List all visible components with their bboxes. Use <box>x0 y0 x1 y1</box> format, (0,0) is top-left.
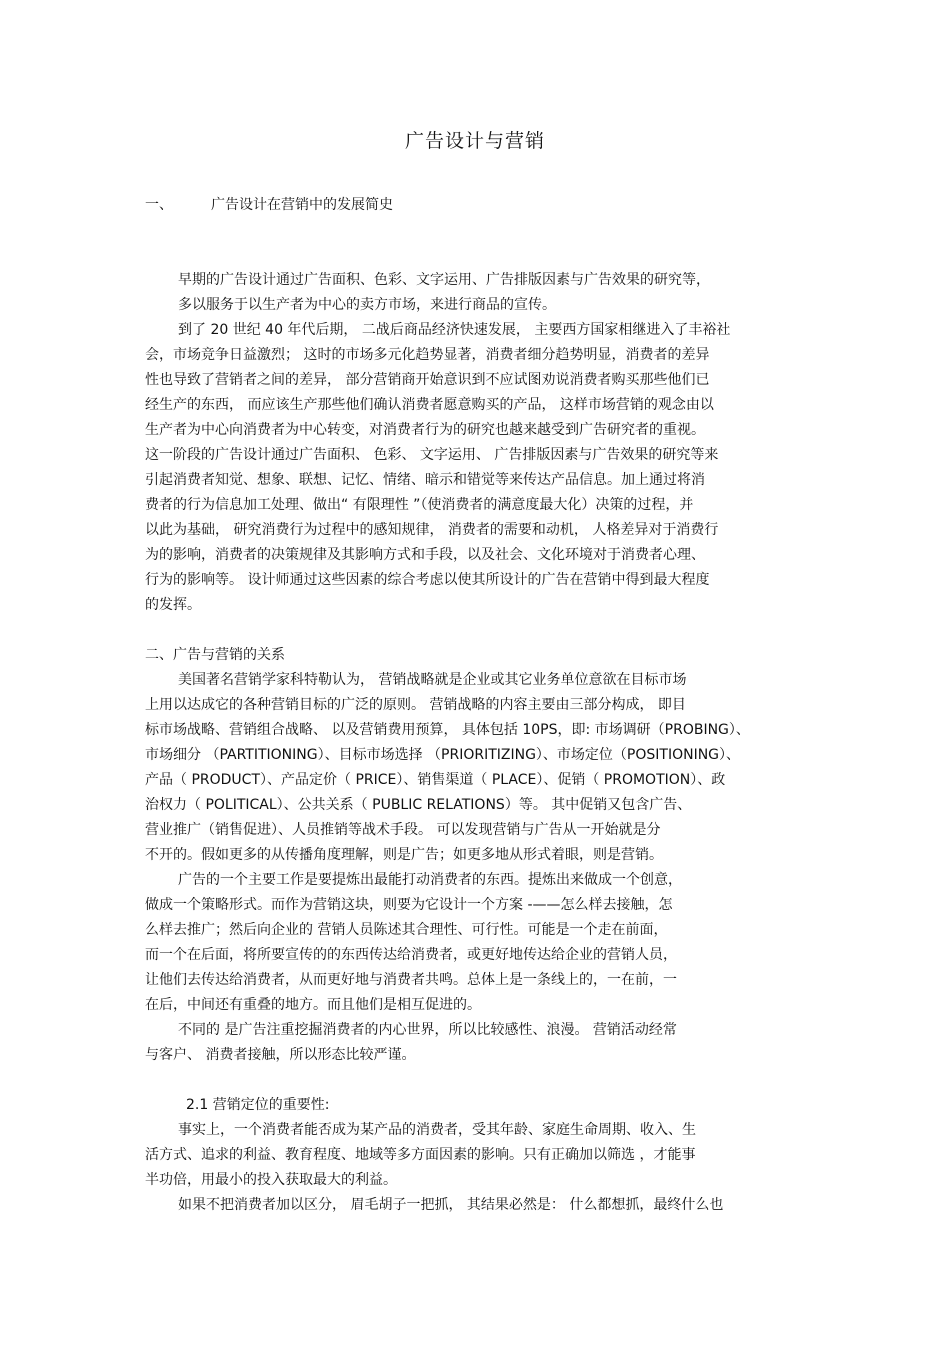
paragraph-line: 标市场战略、营销组合战略、 以及营销费用预算， 具体包括 10PS，即: 市场调研（PROBING）、 <box>145 722 750 738</box>
paragraph-line: 么样去推广；然后向企业的 营销人员陈述其合理性、可行性。可能是一个走在前面， <box>145 922 668 938</box>
section-1-heading <box>145 195 393 215</box>
paragraph-line: 如果不把消费者加以区分， 眉毛胡子一把抓， 其结果必然是： 什么都想抓，最终什么也 <box>178 1197 724 1213</box>
paragraph-line: 营业推广（销售促进）、人员推销等战术手段。 可以发现营销与广告从一开始就是分 <box>145 822 661 838</box>
paragraph-line: 的发挥。 <box>145 597 201 613</box>
paragraph-line: 多以服务于以生产者为中心的卖方市场，来进行商品的宣传。 <box>178 297 556 313</box>
paragraph-line: 让他们去传达给消费者，从而更好地与消费者共鸣。总体上是一条线上的，一在前，一 <box>145 972 677 988</box>
paragraph-line: 事实上，一个消费者能否成为某产品的消费者，受其年龄、家庭生命周期、收入、生 <box>178 1122 696 1138</box>
paragraph-line: 治权力（ POLITICAL）、公共关系（ PUBLIC RELATIONS）等。 其中促销又包含广告、 <box>145 797 692 813</box>
paragraph-line: 行为的影响等。 设计师通过这些因素的综合考虑以使其所设计的广告在营销中得到最大程度 <box>145 572 710 588</box>
paragraph-line: 半功倍，用最小的投入获取最大的利益。 <box>145 1172 397 1188</box>
paragraph-line: 不同的 是广告注重挖掘消费者的内心世界，所以比较感性、浪漫。 营销活动经常 <box>178 1022 677 1038</box>
paragraph-line: 不开的。假如更多的从传播角度理解，则是广告；如更多地从形式着眼，则是营销。 <box>145 847 663 863</box>
paragraph-line: 早期的广告设计通过广告面积、色彩、文字运用、广告排版因素与广告效果的研究等， <box>178 272 710 288</box>
section-2-heading: 二、广告与营销的关系 <box>145 647 285 663</box>
paragraph-line: 引起消费者知觉、想象、联想、记忆、情绪、暗示和错觉等来传达产品信息。加上通过将消 <box>145 472 705 488</box>
subsection-2-1-heading: 2.1 营销定位的重要性: <box>186 1097 330 1113</box>
paragraph-line: 会，市场竞争日益激烈； 这时的市场多元化趋势显著，消费者细分趋势明显，消费者的差异 <box>145 347 710 363</box>
paragraph-line: 经生产的东西， 而应该生产那些他们确认消费者愿意购买的产品， 这样市场营销的观念由以 <box>145 397 714 413</box>
document-title: 广告设计与营销 <box>404 130 545 152</box>
paragraph-line: 美国著名营销学家科特勒认为， 营销战略就是企业或其它业务单位意欲在目标市场 <box>178 672 687 688</box>
paragraph-line: 生产者为中心向消费者为中心转变，对消费者行为的研究也越来越受到广告研究者的重视。 <box>145 422 705 438</box>
section-1-title: 广告设计在营销中的发展简史 <box>211 197 393 213</box>
paragraph-line: 做成一个策略形式。而作为营销这块，则要为它设计一个方案 -——怎么样去接触，怎 <box>145 897 673 913</box>
paragraph-line: 到了 20 世纪 40 年代后期， 二战后商品经济快速发展， 主要西方国家相继进入了丰裕社 <box>178 322 731 338</box>
paragraph-line: 市场细分 （PARTITIONING）、目标市场选择 （PRIORITIZING）、市场定位（POSITIONING）、 <box>145 747 741 763</box>
paragraph-line: 在后，中间还有重叠的地方。而且他们是相互促进的。 <box>145 997 481 1013</box>
paragraph-line: 为的影响，消费者的决策规律及其影响方式和手段，以及社会、文化环境对于消费者心理、 <box>145 547 705 563</box>
section-1-number: 一、 <box>145 197 173 213</box>
paragraph-line: 性也导致了营销者之间的差异， 部分营销商开始意识到不应试图劝说消费者购买那些他们已 <box>145 372 710 388</box>
paragraph-line: 以此为基础， 研究消费行为过程中的感知规律， 消费者的需要和动机， 人格差异对于消费行 <box>145 522 719 538</box>
paragraph-line: 与客户、 消费者接触，所以形态比较严谨。 <box>145 1047 416 1063</box>
paragraph-line: 上用以达成它的各种营销目标的广泛的原则。 营销战略的内容主要由三部分构成， 即目 <box>145 697 686 713</box>
paragraph-line: 而一个在后面，将所要宣传的的东西传达给消费者，或更好地传达给企业的营销人员， <box>145 947 677 963</box>
paragraph-line: 费者的行为信息加工处理、做出“ 有限理性 ”（使消费者的满意度最大化）决策的过程，并 <box>145 497 694 513</box>
paragraph-line: 活方式、追求的利益、教育程度、地域等多方面因素的影响。只有正确加以筛选 ，才能事 <box>145 1147 696 1163</box>
paragraph-line: 产品（ PRODUCT）、产品定价（ PRICE）、销售渠道（ PLACE）、促销（ PROMOTION）、政 <box>145 772 726 788</box>
paragraph-line: 广告的一个主要工作是要提炼出最能打动消费者的东西。提炼出来做成一个创意， <box>178 872 682 888</box>
paragraph-line: 这一阶段的广告设计通过广告面积、 色彩、 文字运用、 广告排版因素与广告效果的研究等来 <box>145 447 719 463</box>
